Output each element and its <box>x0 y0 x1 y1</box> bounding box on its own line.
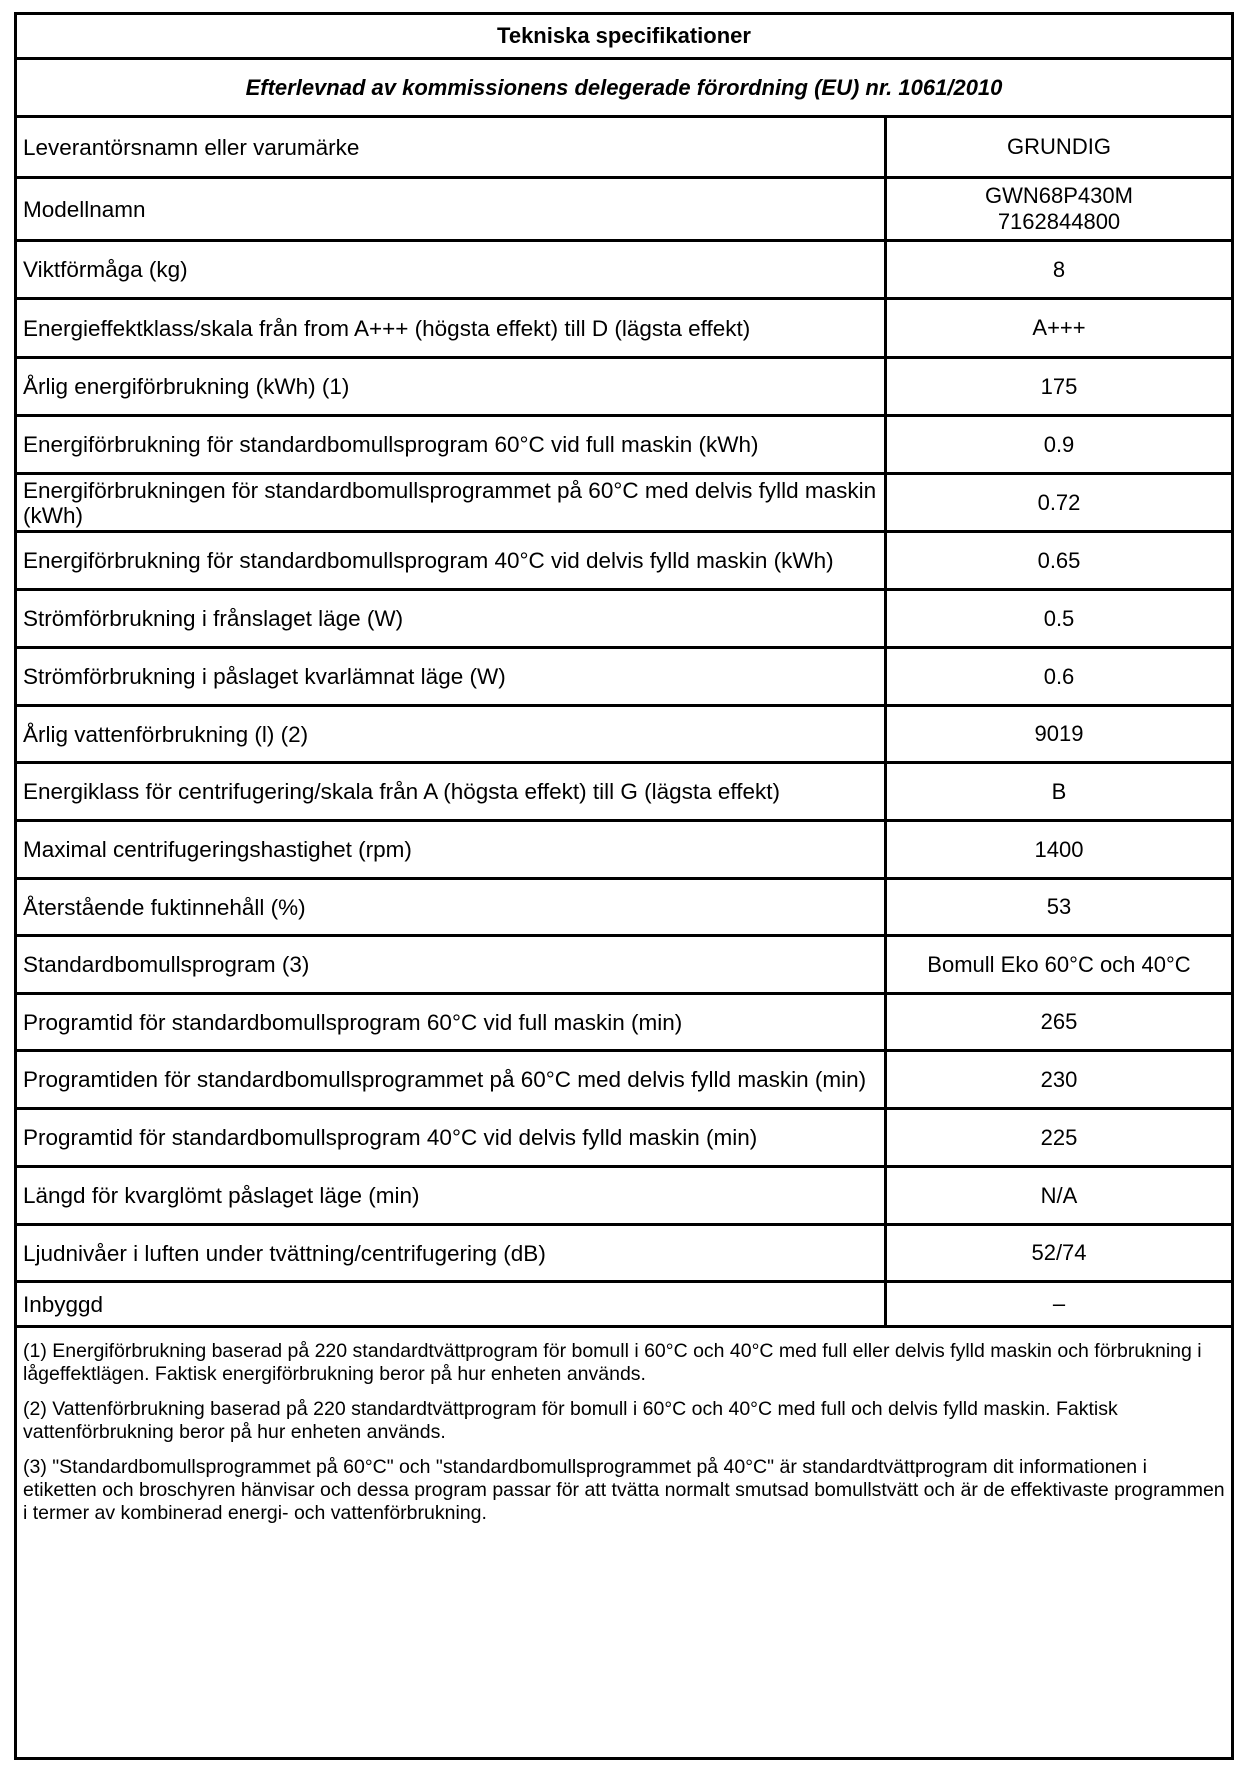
spec-value: 9019 <box>1034 721 1084 746</box>
spec-value: B <box>1051 778 1067 804</box>
spec-label: Energiförbrukning för standardbomullsprogram 60°C vid full maskin (kWh) <box>17 417 887 472</box>
spec-row-capacity <box>17 242 1231 300</box>
spec-row-spin-class <box>17 764 1231 822</box>
spec-value: Bomull Eko 60°C och 40°C <box>927 951 1191 977</box>
spec-sheet <box>14 12 1234 1760</box>
spec-value: 52/74 <box>1031 1240 1087 1265</box>
spec-label: Energiförbrukningen för standardbomullsprogrammet på 60°C med delvis fylld maskin (kWh) <box>17 475 887 530</box>
footnote-2: (2) Vattenförbrukning baserad på 220 standardtvättprogram för bomull i 60°C och 40°C med full och delvis fylld maskin. Faktisk vattenförbrukning beror på hur enheten används. <box>23 1398 1118 1443</box>
spec-label: Energieffektklass/skala från from A+++ (högsta effekt) till D (lägsta effekt) <box>17 300 887 356</box>
spec-value: GRUNDIG <box>1007 134 1111 159</box>
spec-value: 0.9 <box>1043 431 1075 457</box>
spec-label: Energiförbrukning för standardbomullsprogram 40°C vid delvis fylld maskin (kWh) <box>17 533 887 588</box>
spec-label: Längd för kvarglömt påslaget läge (min) <box>17 1168 887 1223</box>
spec-row-noise <box>17 1226 1231 1283</box>
document-title: Tekniska specifikationer <box>17 15 1231 60</box>
footnote-1: (1) Energiförbrukning baserad på 220 standardtvättprogram för bomull i 60°C och 40°C med full eller delvis fylld maskin och förbrukning i lågeffektlägen. Faktisk energiförbrukning beror på hur enheten används. <box>23 1340 1202 1385</box>
spec-row-standard-program <box>17 937 1231 995</box>
spec-table <box>17 118 1231 1328</box>
spec-value: A+++ <box>1032 315 1086 340</box>
spec-label: Programtiden för standardbomullsprogrammet på 60°C med delvis fylld maskin (min) <box>17 1052 887 1107</box>
spec-label: Leverantörsnamn eller varumärke <box>17 118 887 176</box>
spec-value: 0.65 <box>1037 547 1081 573</box>
footnotes <box>17 1328 1231 1757</box>
spec-row-off-mode <box>17 591 1231 649</box>
spec-label: Strömförbrukning i påslaget kvarlämnat läge (W) <box>17 649 887 704</box>
spec-row-left-on-duration <box>17 1168 1231 1226</box>
spec-row-max-spin <box>17 822 1231 880</box>
spec-value: 8 <box>1052 256 1066 282</box>
spec-label: Standardbomullsprogram (3) <box>17 937 887 992</box>
spec-value: GWN68P430M 7162844800 <box>985 183 1133 234</box>
spec-row-energy-60-partial <box>17 475 1231 533</box>
spec-row-left-on-mode <box>17 649 1231 707</box>
spec-value: N/A <box>1040 1182 1078 1208</box>
spec-row-time-40-partial <box>17 1110 1231 1168</box>
spec-row-time-60-partial <box>17 1052 1231 1110</box>
spec-value: 265 <box>1040 1009 1078 1034</box>
spec-label: Årlig vattenförbrukning (l) (2) <box>17 707 887 761</box>
spec-value: 175 <box>1040 373 1078 399</box>
spec-label: Inbyggd <box>17 1283 887 1325</box>
spec-row-energy-class <box>17 300 1231 359</box>
spec-label: Maximal centrifugeringshastighet (rpm) <box>17 822 887 877</box>
spec-row-brand <box>17 118 1231 179</box>
spec-row-model <box>17 179 1231 242</box>
spec-value: 0.72 <box>1037 489 1081 515</box>
spec-label: Viktförmåga (kg) <box>17 242 887 297</box>
spec-row-moisture <box>17 880 1231 937</box>
spec-label: Ljudnivåer i luften under tvättning/centrifugering (dB) <box>17 1226 887 1280</box>
spec-row-built-in <box>17 1283 1231 1328</box>
spec-value: – <box>1052 1291 1066 1316</box>
spec-label: Återstående fuktinnehåll (%) <box>17 880 887 934</box>
spec-label: Programtid för standardbomullsprogram 40°C vid delvis fylld maskin (min) <box>17 1110 887 1165</box>
spec-value: 53 <box>1046 894 1072 919</box>
spec-value: 0.6 <box>1043 663 1075 689</box>
spec-row-time-60-full <box>17 995 1231 1052</box>
spec-label: Årlig energiförbrukning (kWh) (1) <box>17 359 887 414</box>
spec-value: 0.5 <box>1043 605 1075 631</box>
spec-label: Strömförbrukning i frånslaget läge (W) <box>17 591 887 646</box>
document-subtitle: Efterlevnad av kommissionens delegerade förordning (EU) nr. 1061/2010 <box>17 60 1231 118</box>
spec-label: Energiklass för centrifugering/skala från A (högsta effekt) till G (lägsta effekt) <box>17 764 887 819</box>
footnote-3: (3) "Standardbomullsprogrammet på 60°C" och "standardbomullsprogrammet på 40°C" är standardtvättprogram dit informationen i etiketten och broschyren hänvisar och dessa program passar för att tvätta normalt smutsad bomullstvätt och är de effektivaste programmen i termer av kombinerad energi- och vattenförbrukning. <box>23 1456 1225 1524</box>
spec-row-annual-energy <box>17 359 1231 417</box>
spec-row-energy-40-partial <box>17 533 1231 591</box>
spec-value: 225 <box>1040 1124 1078 1150</box>
spec-label: Modellnamn <box>17 179 887 239</box>
spec-row-energy-60-full <box>17 417 1231 475</box>
spec-row-annual-water <box>17 707 1231 764</box>
spec-value: 230 <box>1040 1066 1078 1092</box>
spec-label: Programtid för standardbomullsprogram 60°C vid full maskin (min) <box>17 995 887 1049</box>
spec-value: 1400 <box>1034 836 1084 862</box>
